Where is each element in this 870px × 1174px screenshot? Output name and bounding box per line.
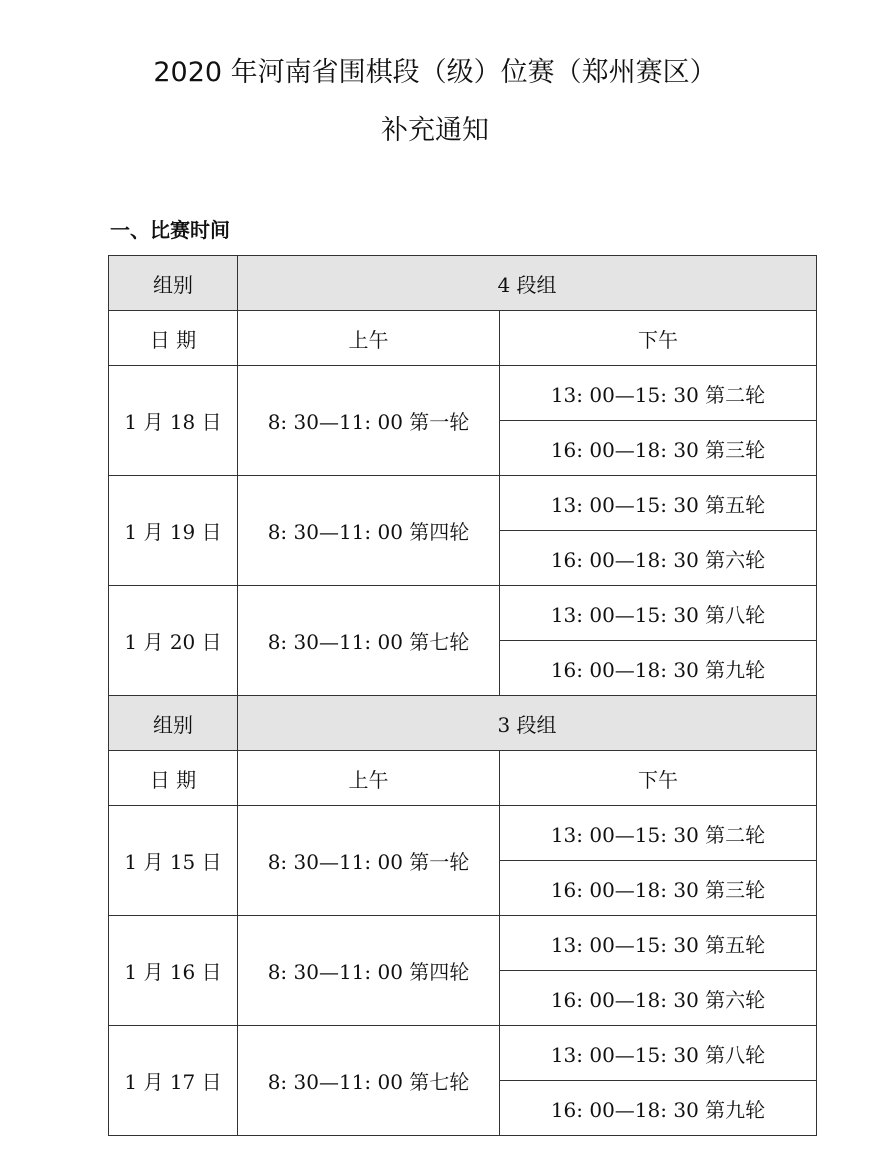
group-label: 组别 (109, 696, 238, 751)
afternoon-cell: 16: 00—18: 30 第六轮 (500, 971, 817, 1026)
date-header: 日 期 (109, 311, 238, 366)
afternoon-cell: 13: 00—15: 30 第二轮 (500, 366, 817, 421)
morning-cell: 8: 30—11: 00 第一轮 (238, 806, 500, 916)
document-subtitle: 补充通知 (381, 115, 489, 146)
section-heading: 一、比赛时间 (110, 218, 230, 242)
morning-cell: 8: 30—11: 00 第一轮 (238, 366, 500, 476)
date-cell: 1 月 15 日 (109, 806, 238, 916)
document-title: 2020 年河南省围棋段（级）位赛（郑州赛区） (153, 57, 717, 88)
group-name: 3 段组 (238, 696, 817, 751)
afternoon-cell: 16: 00—18: 30 第九轮 (500, 1081, 817, 1136)
table-row (109, 586, 817, 641)
column-header-row (109, 311, 817, 366)
afternoon-header: 下午 (500, 751, 817, 806)
afternoon-cell: 16: 00—18: 30 第九轮 (500, 641, 817, 696)
table-row (109, 476, 817, 531)
table-row (109, 1026, 817, 1081)
afternoon-header: 下午 (500, 311, 817, 366)
date-cell: 1 月 17 日 (109, 1026, 238, 1136)
afternoon-cell: 16: 00—18: 30 第三轮 (500, 861, 817, 916)
date-cell: 1 月 16 日 (109, 916, 238, 1026)
group-name: 4 段组 (238, 256, 817, 311)
date-header: 日 期 (109, 751, 238, 806)
table-row (109, 806, 817, 861)
morning-cell: 8: 30—11: 00 第七轮 (238, 1026, 500, 1136)
date-cell: 1 月 18 日 (109, 366, 238, 476)
schedule-table (108, 255, 817, 1136)
afternoon-cell: 13: 00—15: 30 第八轮 (500, 586, 817, 641)
morning-cell: 8: 30—11: 00 第四轮 (238, 916, 500, 1026)
afternoon-cell: 16: 00—18: 30 第六轮 (500, 531, 817, 586)
afternoon-cell: 13: 00—15: 30 第二轮 (500, 806, 817, 861)
group-header-row (109, 696, 817, 751)
group-header-row (109, 256, 817, 311)
morning-cell: 8: 30—11: 00 第七轮 (238, 586, 500, 696)
date-cell: 1 月 20 日 (109, 586, 238, 696)
afternoon-cell: 13: 00—15: 30 第八轮 (500, 1026, 817, 1081)
afternoon-cell: 16: 00—18: 30 第三轮 (500, 421, 817, 476)
afternoon-cell: 13: 00—15: 30 第五轮 (500, 916, 817, 971)
morning-header: 上午 (238, 751, 500, 806)
table-row (109, 366, 817, 421)
morning-header: 上午 (238, 311, 500, 366)
group-label: 组别 (109, 256, 238, 311)
column-header-row (109, 751, 817, 806)
morning-cell: 8: 30—11: 00 第四轮 (238, 476, 500, 586)
afternoon-cell: 13: 00—15: 30 第五轮 (500, 476, 817, 531)
date-cell: 1 月 19 日 (109, 476, 238, 586)
table-row (109, 916, 817, 971)
